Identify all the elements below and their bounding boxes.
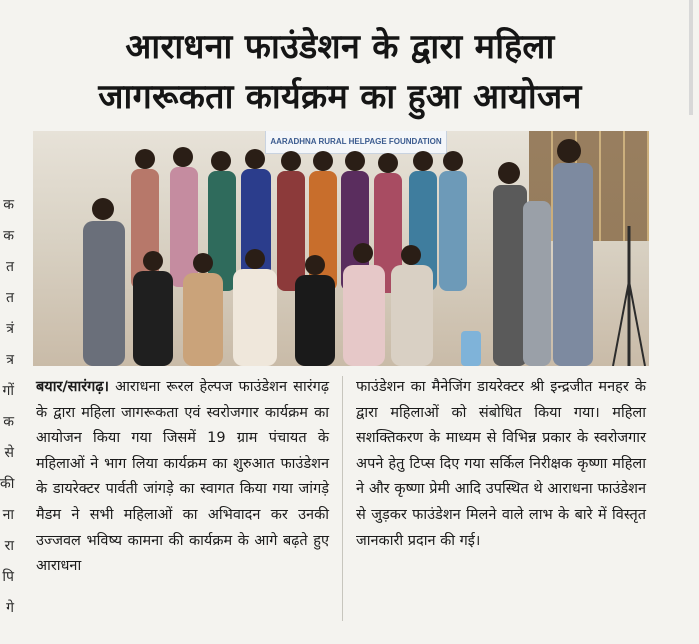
- headline-line-1: आराधना फाउंडेशन के द्वारा महिला: [125, 27, 555, 67]
- fragment-text: ना: [2, 507, 14, 523]
- fragment-text: त: [6, 290, 14, 306]
- fragment-text: त्र: [6, 352, 14, 368]
- photo-banner: AARADHNA RURAL HELPAGE FOUNDATION: [265, 131, 447, 154]
- article-headline: [40, 22, 640, 122]
- people-illustration: [33, 131, 649, 366]
- fragment-text: रा: [4, 538, 14, 554]
- fragment-text: से: [4, 445, 14, 461]
- dateline: बयार/सारंगढ़।: [36, 379, 109, 395]
- article-column-2: [356, 375, 646, 554]
- column-divider: [342, 376, 343, 621]
- fragment-text: क: [3, 228, 14, 244]
- column-1-paragraph: [36, 375, 329, 580]
- page-edge-rule: [689, 0, 693, 115]
- column-2-text: फाउंडेशन का मैनेजिंग डायरेक्टर श्री इन्द्रजीत मनहर के द्वारा महिलाओं को संबोधित किया गया। महिला सशक्तिकरण के माध्यम से विभिन्न प्रकार के स्वरोजगार अपने हेतु टिप्स दिए गया सर्किल निरीक्षक कृष्णा महिला ने और कृष्णा प्रेमी आदि उपस्थित थे आराधना फाउंडेशन से जुड़कर फाउंडेशन मिलने वाले लाभ के बारे में विस्तृत जानकारी प्रदान की गई।: [356, 379, 646, 549]
- fragment-text: त: [6, 259, 14, 275]
- headline-line-2: जागरूकता कार्यक्रम का हुआ आयोजन: [98, 77, 582, 117]
- group-photo: [33, 131, 649, 366]
- fragment-text: त्रं: [6, 321, 14, 337]
- fragment-text: गों: [2, 383, 14, 399]
- fragment-text: की: [0, 476, 15, 492]
- fragment-text: पि: [2, 569, 14, 585]
- fragment-text: गे: [6, 600, 14, 616]
- column-1-text: आराधना रूरल हेल्पज फाउंडेशन सारंगढ़ के द्वारा महिला जागरूकता एवं स्वरोजगार कार्यक्रम का आयोजन किया गया जिसमें 19 ग्राम पंचायत के महिलाओं ने भाग लिया कार्यक्रम का शुरुआत फाउंडेशन के डायरेक्टर पार्वती जांगड़े का स्वागत किया गया जांगड़े मैडम ने सभी महिलाओं का अभिवादन कर उनकी उज्जवल भविष्य कामना की कार्यक्रम के आगे बढ़ते हुए आराधना: [36, 379, 329, 575]
- fragment-text: क: [3, 197, 14, 213]
- article-column-1: [36, 375, 329, 580]
- adjacent-column-fragment: [0, 190, 22, 620]
- fragment-text: क: [3, 414, 14, 430]
